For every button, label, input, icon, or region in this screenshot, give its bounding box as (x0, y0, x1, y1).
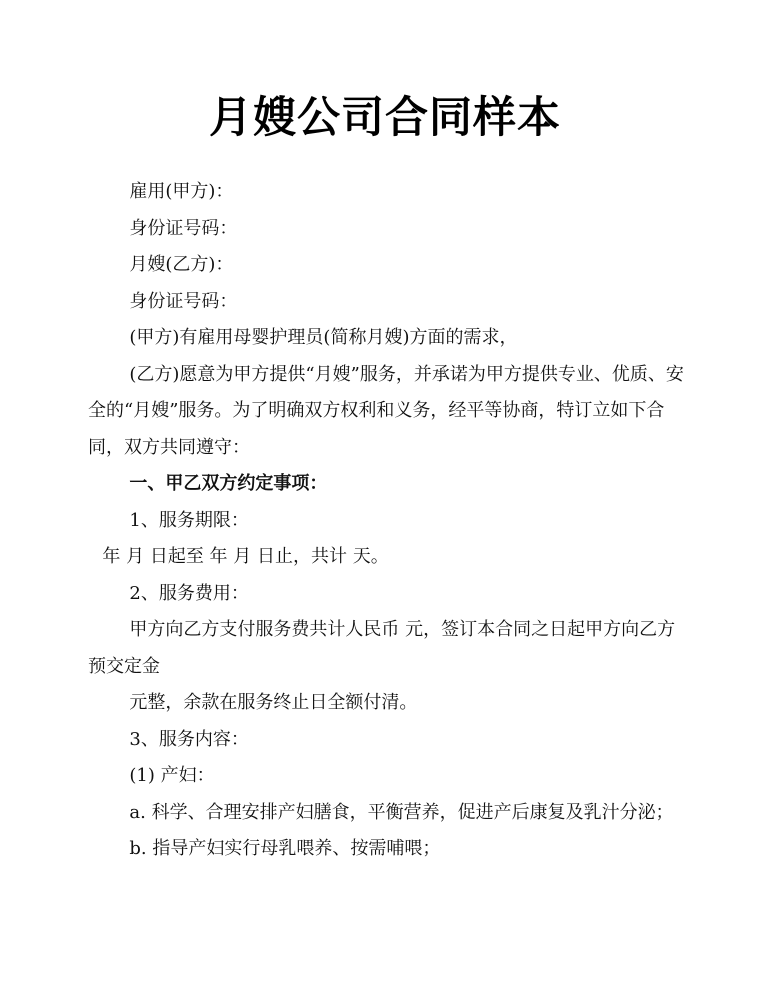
clause-service-content-heading: 3、服务内容： (129, 728, 249, 750)
clause-service-fee-balance: 元整，余款在服务终止日全额付清。 (129, 692, 418, 713)
clause-service-period-dates: 年 月 日起至 年 月 日止，共计 天。 (102, 546, 389, 567)
clause-service-period-heading: 1、服务期限： (129, 509, 249, 531)
clause-mother-heading: (1) 产妇： (129, 765, 215, 786)
nanny-line: 月嫂(乙方)： (129, 254, 234, 275)
clause-mother-item-a: a. 科学、合理安排产妇膳食，平衡营养，促进产后康复及乳汁分泌； (129, 801, 674, 823)
document-body (88, 174, 688, 868)
preamble-nanny-commitment: (乙方)愿意为甲方提供“月嫂”服务，并承诺为甲方提供专业、优质、安全的“月嫂”服务。为了明确双方权利和义务，经平等协商，特订立如下合同，双方共同遵守： (88, 363, 684, 458)
employer-line: 雇用(甲方)： (129, 181, 234, 202)
employer-id-line: 身份证号码： (129, 217, 238, 239)
clause-mother-item-b: b. 指导产妇实行母乳喂养、按需哺喂； (129, 838, 441, 859)
preamble-employer-need: (甲方)有雇用母婴护理员(简称月嫂)方面的需求， (129, 327, 518, 348)
nanny-id-line: 身份证号码： (129, 290, 238, 312)
clause-service-fee-heading: 2、服务费用： (129, 582, 249, 604)
section-heading-agreed-items: 一、甲乙双方约定事项： (129, 473, 328, 494)
document-title: 月嫂公司合同样本 (209, 93, 561, 143)
clause-service-fee-amount: 甲方向乙方支付服务费共计人民币 元，签订本合同之日起甲方向乙方预交定金 (88, 619, 676, 677)
